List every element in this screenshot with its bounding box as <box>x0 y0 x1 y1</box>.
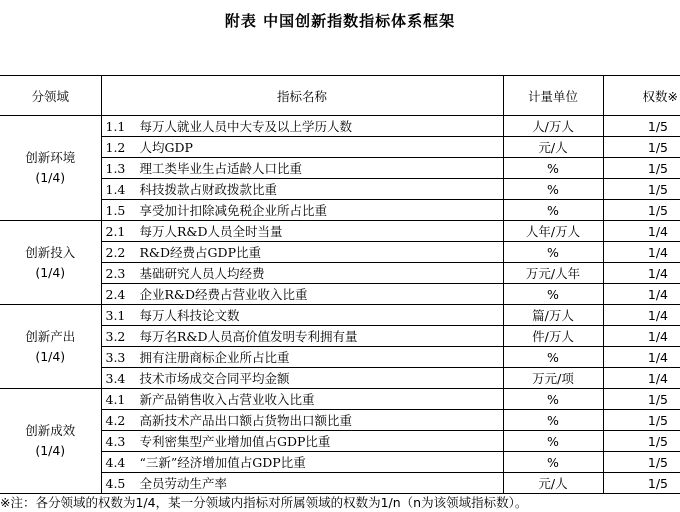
header-domain: 分领域 <box>0 76 101 116</box>
table-header-row <box>0 76 680 116</box>
unit-cell: % <box>503 158 603 179</box>
domain-cell <box>0 221 101 305</box>
table-row <box>0 410 680 431</box>
indicator-name: “三新”经济增加值占GDP比重 <box>139 454 306 470</box>
indicator-number: 4.4 <box>105 454 126 470</box>
indicator-number: 3.2 <box>105 328 126 344</box>
indicator-number: 2.2 <box>105 244 126 260</box>
indicator-cell <box>101 242 503 263</box>
header-weight: 权数※ <box>603 76 680 116</box>
table-row <box>0 137 680 158</box>
table-row <box>0 158 680 179</box>
indicator-cell <box>101 431 503 452</box>
weight-cell: 1/4 <box>603 326 680 347</box>
unit-cell: % <box>503 410 603 431</box>
domain-name: 创新产出 <box>25 328 76 344</box>
indicator-name: 全员劳动生产率 <box>139 475 228 491</box>
unit-cell: % <box>503 452 603 473</box>
indicator-number: 4.3 <box>105 433 126 449</box>
unit-cell: % <box>503 179 603 200</box>
indicator-number: 1.2 <box>105 139 126 155</box>
indicator-name: 企业R&D经费占营业收入比重 <box>139 286 308 302</box>
table-row <box>0 368 680 389</box>
indicator-cell <box>101 410 503 431</box>
indicator-name: 科技拨款占财政拨款比重 <box>139 181 278 197</box>
unit-cell: 人/万人 <box>503 116 603 137</box>
table-row <box>0 326 680 347</box>
indicator-name: R&D经费占GDP比重 <box>139 244 261 260</box>
indicator-number: 1.5 <box>105 202 126 218</box>
indicator-cell <box>101 221 503 242</box>
indicator-name: 理工类毕业生占适龄人口比重 <box>139 160 303 176</box>
unit-cell: % <box>503 389 603 410</box>
indicator-number: 1.4 <box>105 181 126 197</box>
header-indicator: 指标名称 <box>101 76 503 116</box>
weight-cell: 1/5 <box>603 473 680 494</box>
unit-cell: % <box>503 242 603 263</box>
weight-cell: 1/5 <box>603 137 680 158</box>
footnote: ※注：各分领域的权数为1/4，某一分领域内指标对所属领域的权数为1/n（n为该领域指标数）。 <box>0 495 528 510</box>
indicator-cell <box>101 473 503 494</box>
table-row <box>0 263 680 284</box>
indicator-number: 1.3 <box>105 160 126 176</box>
table-row <box>0 284 680 305</box>
domain-weight: (1/4) <box>35 170 66 185</box>
table-row <box>0 221 680 242</box>
indicator-cell <box>101 158 503 179</box>
indicator-name: 每万人就业人员中大专及以上学历人数 <box>139 118 353 134</box>
indicator-cell <box>101 368 503 389</box>
weight-cell: 1/4 <box>603 347 680 368</box>
domain-cell <box>0 305 101 389</box>
indicator-number: 3.3 <box>105 349 126 365</box>
indicator-name: 基础研究人员人均经费 <box>139 265 265 281</box>
weight-cell: 1/5 <box>603 389 680 410</box>
weight-cell: 1/5 <box>603 200 680 221</box>
domain-cell <box>0 389 101 494</box>
unit-cell: % <box>503 200 603 221</box>
indicator-cell <box>101 179 503 200</box>
weight-cell: 1/4 <box>603 263 680 284</box>
unit-cell: 元/人 <box>503 473 603 494</box>
domain-weight: (1/4) <box>35 264 66 280</box>
indicator-cell <box>101 263 503 284</box>
indicator-number: 3.1 <box>105 307 126 323</box>
table-row <box>0 473 680 494</box>
unit-cell: 件/万人 <box>503 326 603 347</box>
indicator-cell <box>101 452 503 473</box>
indicator-number: 4.1 <box>105 391 126 407</box>
unit-cell: 万元/人年 <box>503 263 603 284</box>
indicator-name: 新产品销售收入占营业收入比重 <box>139 391 315 407</box>
unit-cell: 万元/项 <box>503 368 603 389</box>
indicator-number: 2.1 <box>105 223 126 239</box>
indicator-table <box>0 75 680 494</box>
indicator-number: 4.5 <box>105 475 126 491</box>
indicator-number: 1.1 <box>105 118 126 134</box>
indicator-name: 拥有注册商标企业所占比重 <box>139 349 290 365</box>
indicator-name: 技术市场成交合同平均金额 <box>139 370 290 386</box>
header-unit: 计量单位 <box>503 76 603 116</box>
weight-cell: 1/4 <box>603 368 680 389</box>
indicator-cell <box>101 116 503 137</box>
indicator-cell <box>101 200 503 221</box>
weight-cell: 1/4 <box>603 284 680 305</box>
unit-cell: 人年/万人 <box>503 221 603 242</box>
indicator-name: 专利密集型产业增加值占GDP比重 <box>139 433 331 449</box>
indicator-name: 高新技术产品出口额占货物出口额比重 <box>139 412 353 428</box>
table-row <box>0 452 680 473</box>
domain-cell <box>0 116 101 221</box>
indicator-name: 享受加计扣除减免税企业所占比重 <box>139 202 328 218</box>
weight-cell: 1/5 <box>603 179 680 200</box>
unit-cell: 元/人 <box>503 137 603 158</box>
table-row <box>0 179 680 200</box>
unit-cell: % <box>503 284 603 305</box>
indicator-cell <box>101 137 503 158</box>
domain-name: 创新成效 <box>25 423 76 438</box>
page-title: 附表 中国创新指数指标体系框架 <box>224 12 456 30</box>
table-row <box>0 389 680 410</box>
table-body <box>0 116 680 494</box>
weight-cell: 1/5 <box>603 410 680 431</box>
unit-cell: % <box>503 347 603 368</box>
indicator-cell <box>101 326 503 347</box>
indicator-name: 每万人科技论文数 <box>139 307 240 323</box>
domain-weight: (1/4) <box>35 348 66 364</box>
weight-cell: 1/5 <box>603 158 680 179</box>
domain-name: 创新投入 <box>25 244 76 260</box>
unit-cell: 篇/万人 <box>503 305 603 326</box>
table-row <box>0 347 680 368</box>
indicator-number: 2.3 <box>105 265 126 281</box>
weight-cell: 1/4 <box>603 305 680 326</box>
unit-cell: % <box>503 431 603 452</box>
weight-cell: 1/5 <box>603 431 680 452</box>
table-row <box>0 431 680 452</box>
indicator-cell <box>101 305 503 326</box>
indicator-name: 每万人R&D人员全时当量 <box>139 223 283 239</box>
weight-cell: 1/5 <box>603 452 680 473</box>
table-row <box>0 116 680 137</box>
domain-name: 创新环境 <box>25 150 76 165</box>
weight-cell: 1/5 <box>603 116 680 137</box>
table-row <box>0 200 680 221</box>
indicator-cell <box>101 347 503 368</box>
indicator-cell <box>101 284 503 305</box>
indicator-number: 3.4 <box>105 370 126 386</box>
indicator-cell <box>101 389 503 410</box>
table-row <box>0 305 680 326</box>
weight-cell: 1/4 <box>603 242 680 263</box>
table-row <box>0 242 680 263</box>
indicator-name: 每万名R&D人员高价值发明专利拥有量 <box>139 328 358 344</box>
indicator-number: 4.2 <box>105 412 126 428</box>
weight-cell: 1/4 <box>603 221 680 242</box>
indicator-number: 2.4 <box>105 286 126 302</box>
domain-weight: (1/4) <box>35 443 66 458</box>
indicator-name: 人均GDP <box>139 139 193 155</box>
